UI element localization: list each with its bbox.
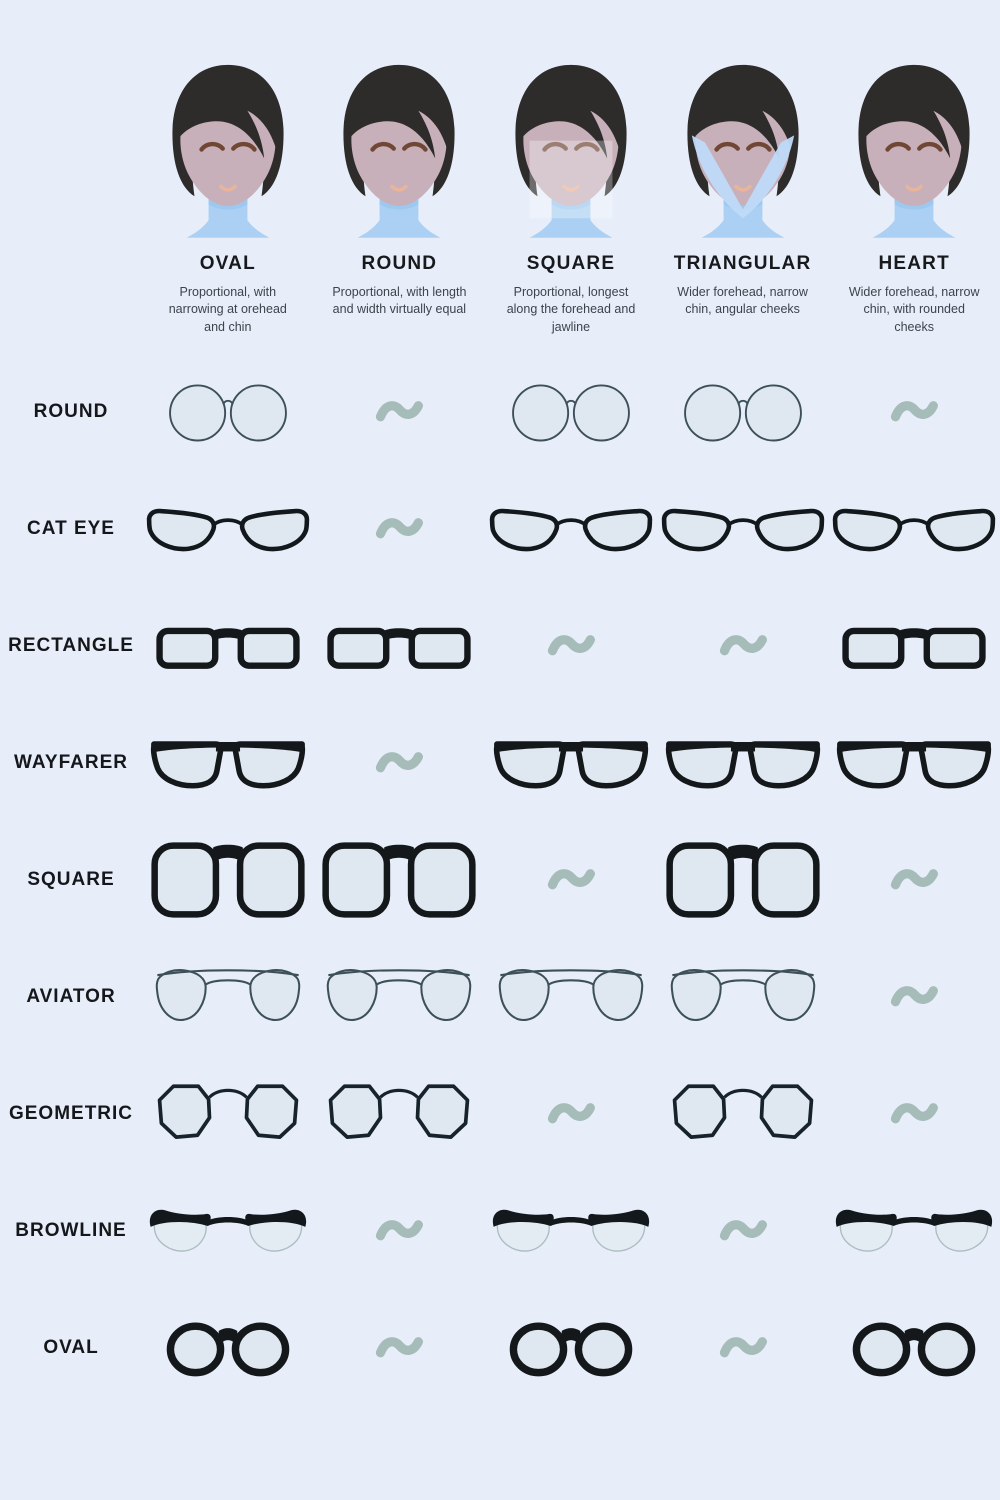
face-shape-description-triangular: Wider forehead, narrow chin, angular cheeks bbox=[677, 285, 808, 317]
face-shape-label-oval: OVAL bbox=[199, 253, 256, 274]
round-glasses-icon bbox=[680, 374, 806, 450]
face-shapes-header bbox=[0, 0, 1000, 336]
cell-square-oval bbox=[150, 839, 306, 921]
cell-aviator-round bbox=[320, 961, 478, 1034]
cat-eye-glasses-icon bbox=[488, 502, 654, 557]
face-shape-oval bbox=[142, 56, 314, 336]
cell-cat-eye-oval bbox=[145, 502, 311, 557]
cell-cat-eye-triangular bbox=[660, 502, 826, 557]
glasses-style-label-square: SQUARE bbox=[27, 869, 115, 891]
cell-rectangle-round bbox=[326, 620, 472, 673]
tilde-icon bbox=[887, 1096, 941, 1133]
face-shape-round bbox=[314, 56, 486, 336]
tilde-icon bbox=[544, 628, 598, 665]
cell-square-round bbox=[321, 839, 477, 921]
wayfarer-glasses-icon bbox=[491, 732, 651, 795]
aviator-glasses-icon bbox=[149, 961, 307, 1034]
tilde-icon bbox=[887, 979, 941, 1016]
tilde-icon bbox=[716, 1330, 770, 1367]
cell-geometric-heart bbox=[887, 1096, 941, 1133]
cell-round-oval bbox=[165, 374, 291, 450]
glasses-style-label-round: ROUND bbox=[33, 401, 109, 423]
browline-glasses-icon bbox=[147, 1202, 309, 1261]
cell-aviator-oval bbox=[149, 961, 307, 1034]
cat-eye-glasses-icon bbox=[145, 502, 311, 557]
face-illustration-triangular-icon bbox=[668, 56, 818, 243]
face-shape-label-triangular: TRIANGULAR bbox=[673, 253, 812, 274]
oval-glasses-icon bbox=[506, 1316, 636, 1381]
glasses-style-label-rectangle: RECTANGLE bbox=[8, 635, 134, 657]
face-illustration-square-icon bbox=[496, 56, 646, 243]
face-shape-label-heart: HEART bbox=[878, 253, 950, 274]
tilde-icon bbox=[716, 1213, 770, 1250]
cell-rectangle-heart bbox=[841, 620, 987, 673]
tilde-icon bbox=[544, 1096, 598, 1133]
cell-wayfarer-round bbox=[372, 745, 426, 782]
round-glasses-icon bbox=[165, 374, 291, 450]
aviator-glasses-icon bbox=[320, 961, 478, 1034]
geometric-glasses-icon bbox=[665, 1077, 821, 1151]
cell-oval-square bbox=[506, 1316, 636, 1381]
cat-eye-glasses-icon bbox=[660, 502, 826, 557]
cell-geometric-round bbox=[321, 1077, 477, 1151]
face-shape-square bbox=[485, 56, 657, 336]
cell-browline-heart bbox=[833, 1202, 995, 1261]
cell-round-heart bbox=[887, 394, 941, 431]
face-illustration-oval-icon bbox=[153, 56, 303, 243]
cell-cat-eye-heart bbox=[831, 502, 997, 557]
browline-glasses-icon bbox=[490, 1202, 652, 1261]
face-shape-description-oval: Proportional, with narrowing at orehead and chin bbox=[168, 285, 287, 334]
cell-rectangle-oval bbox=[155, 620, 301, 673]
glasses-style-label-aviator: AVIATOR bbox=[26, 986, 116, 1008]
cell-browline-triangular bbox=[716, 1213, 770, 1250]
round-glasses-icon bbox=[508, 374, 634, 450]
face-shape-label-round: ROUND bbox=[361, 253, 438, 274]
face-shape-heart bbox=[828, 56, 1000, 336]
cell-aviator-square bbox=[492, 961, 650, 1034]
wayfarer-glasses-icon bbox=[834, 732, 994, 795]
glasses-style-label-browline: BROWLINE bbox=[15, 1220, 127, 1242]
cell-wayfarer-heart bbox=[834, 732, 994, 795]
cell-oval-heart bbox=[849, 1316, 979, 1381]
cell-browline-oval bbox=[147, 1202, 309, 1261]
rectangle-glasses-icon bbox=[155, 620, 301, 673]
tilde-icon bbox=[372, 394, 426, 431]
cell-cat-eye-square bbox=[488, 502, 654, 557]
tilde-icon bbox=[372, 1330, 426, 1367]
cell-oval-round bbox=[372, 1330, 426, 1367]
cell-geometric-square bbox=[544, 1096, 598, 1133]
square-glasses-icon bbox=[665, 839, 821, 921]
face-shape-label-square: SQUARE bbox=[526, 253, 616, 274]
cell-square-square bbox=[544, 862, 598, 899]
cell-wayfarer-triangular bbox=[663, 732, 823, 795]
cell-square-triangular bbox=[665, 839, 821, 921]
cell-oval-oval bbox=[163, 1316, 293, 1381]
cell-round-triangular bbox=[680, 374, 806, 450]
cell-geometric-triangular bbox=[665, 1077, 821, 1151]
cell-browline-round bbox=[372, 1213, 426, 1250]
tilde-icon bbox=[544, 862, 598, 899]
cell-aviator-heart bbox=[887, 979, 941, 1016]
cell-oval-triangular bbox=[716, 1330, 770, 1367]
tilde-icon bbox=[887, 862, 941, 899]
glasses-matrix bbox=[0, 354, 1000, 1407]
oval-glasses-icon bbox=[163, 1316, 293, 1381]
tilde-icon bbox=[372, 1213, 426, 1250]
face-shape-description-round: Proportional, with length and width virtually equal bbox=[332, 285, 467, 317]
face-illustration-heart-icon bbox=[839, 56, 989, 243]
cell-geometric-oval bbox=[150, 1077, 306, 1151]
glasses-style-label-oval: OVAL bbox=[43, 1337, 99, 1359]
cell-round-round bbox=[372, 394, 426, 431]
wayfarer-glasses-icon bbox=[148, 732, 308, 795]
cell-wayfarer-oval bbox=[148, 732, 308, 795]
faces-row-spacer bbox=[0, 56, 142, 336]
geometric-glasses-icon bbox=[321, 1077, 477, 1151]
cell-wayfarer-square bbox=[491, 732, 651, 795]
glasses-style-label-geometric: GEOMETRIC bbox=[8, 1103, 134, 1125]
face-shape-triangular bbox=[657, 56, 829, 336]
cell-aviator-triangular bbox=[664, 961, 822, 1034]
face-shape-description-square: Proportional, longest along the forehead and jawline bbox=[506, 285, 636, 334]
rectangle-glasses-icon bbox=[326, 620, 472, 673]
wayfarer-glasses-icon bbox=[663, 732, 823, 795]
cell-round-square bbox=[508, 374, 634, 450]
rectangle-glasses-icon bbox=[841, 620, 987, 673]
oval-glasses-icon bbox=[849, 1316, 979, 1381]
glasses-style-label-wayfarer: WAYFARER bbox=[14, 752, 128, 774]
tilde-icon bbox=[887, 394, 941, 431]
tilde-icon bbox=[716, 628, 770, 665]
tilde-icon bbox=[372, 745, 426, 782]
aviator-glasses-icon bbox=[664, 961, 822, 1034]
face-shape-description-heart: Wider forehead, narrow chin, with rounded cheeks bbox=[848, 285, 980, 334]
cell-cat-eye-round bbox=[372, 511, 426, 548]
aviator-glasses-icon bbox=[492, 961, 650, 1034]
browline-glasses-icon bbox=[833, 1202, 995, 1261]
tilde-icon bbox=[372, 511, 426, 548]
cell-rectangle-triangular bbox=[716, 628, 770, 665]
cell-rectangle-square bbox=[544, 628, 598, 665]
cell-browline-square bbox=[490, 1202, 652, 1261]
cat-eye-glasses-icon bbox=[831, 502, 997, 557]
square-glasses-icon bbox=[150, 839, 306, 921]
geometric-glasses-icon bbox=[150, 1077, 306, 1151]
face-illustration-round-icon bbox=[324, 56, 474, 243]
square-glasses-icon bbox=[321, 839, 477, 921]
cell-square-heart bbox=[887, 862, 941, 899]
glasses-style-label-cat-eye: CAT EYE bbox=[27, 518, 115, 540]
